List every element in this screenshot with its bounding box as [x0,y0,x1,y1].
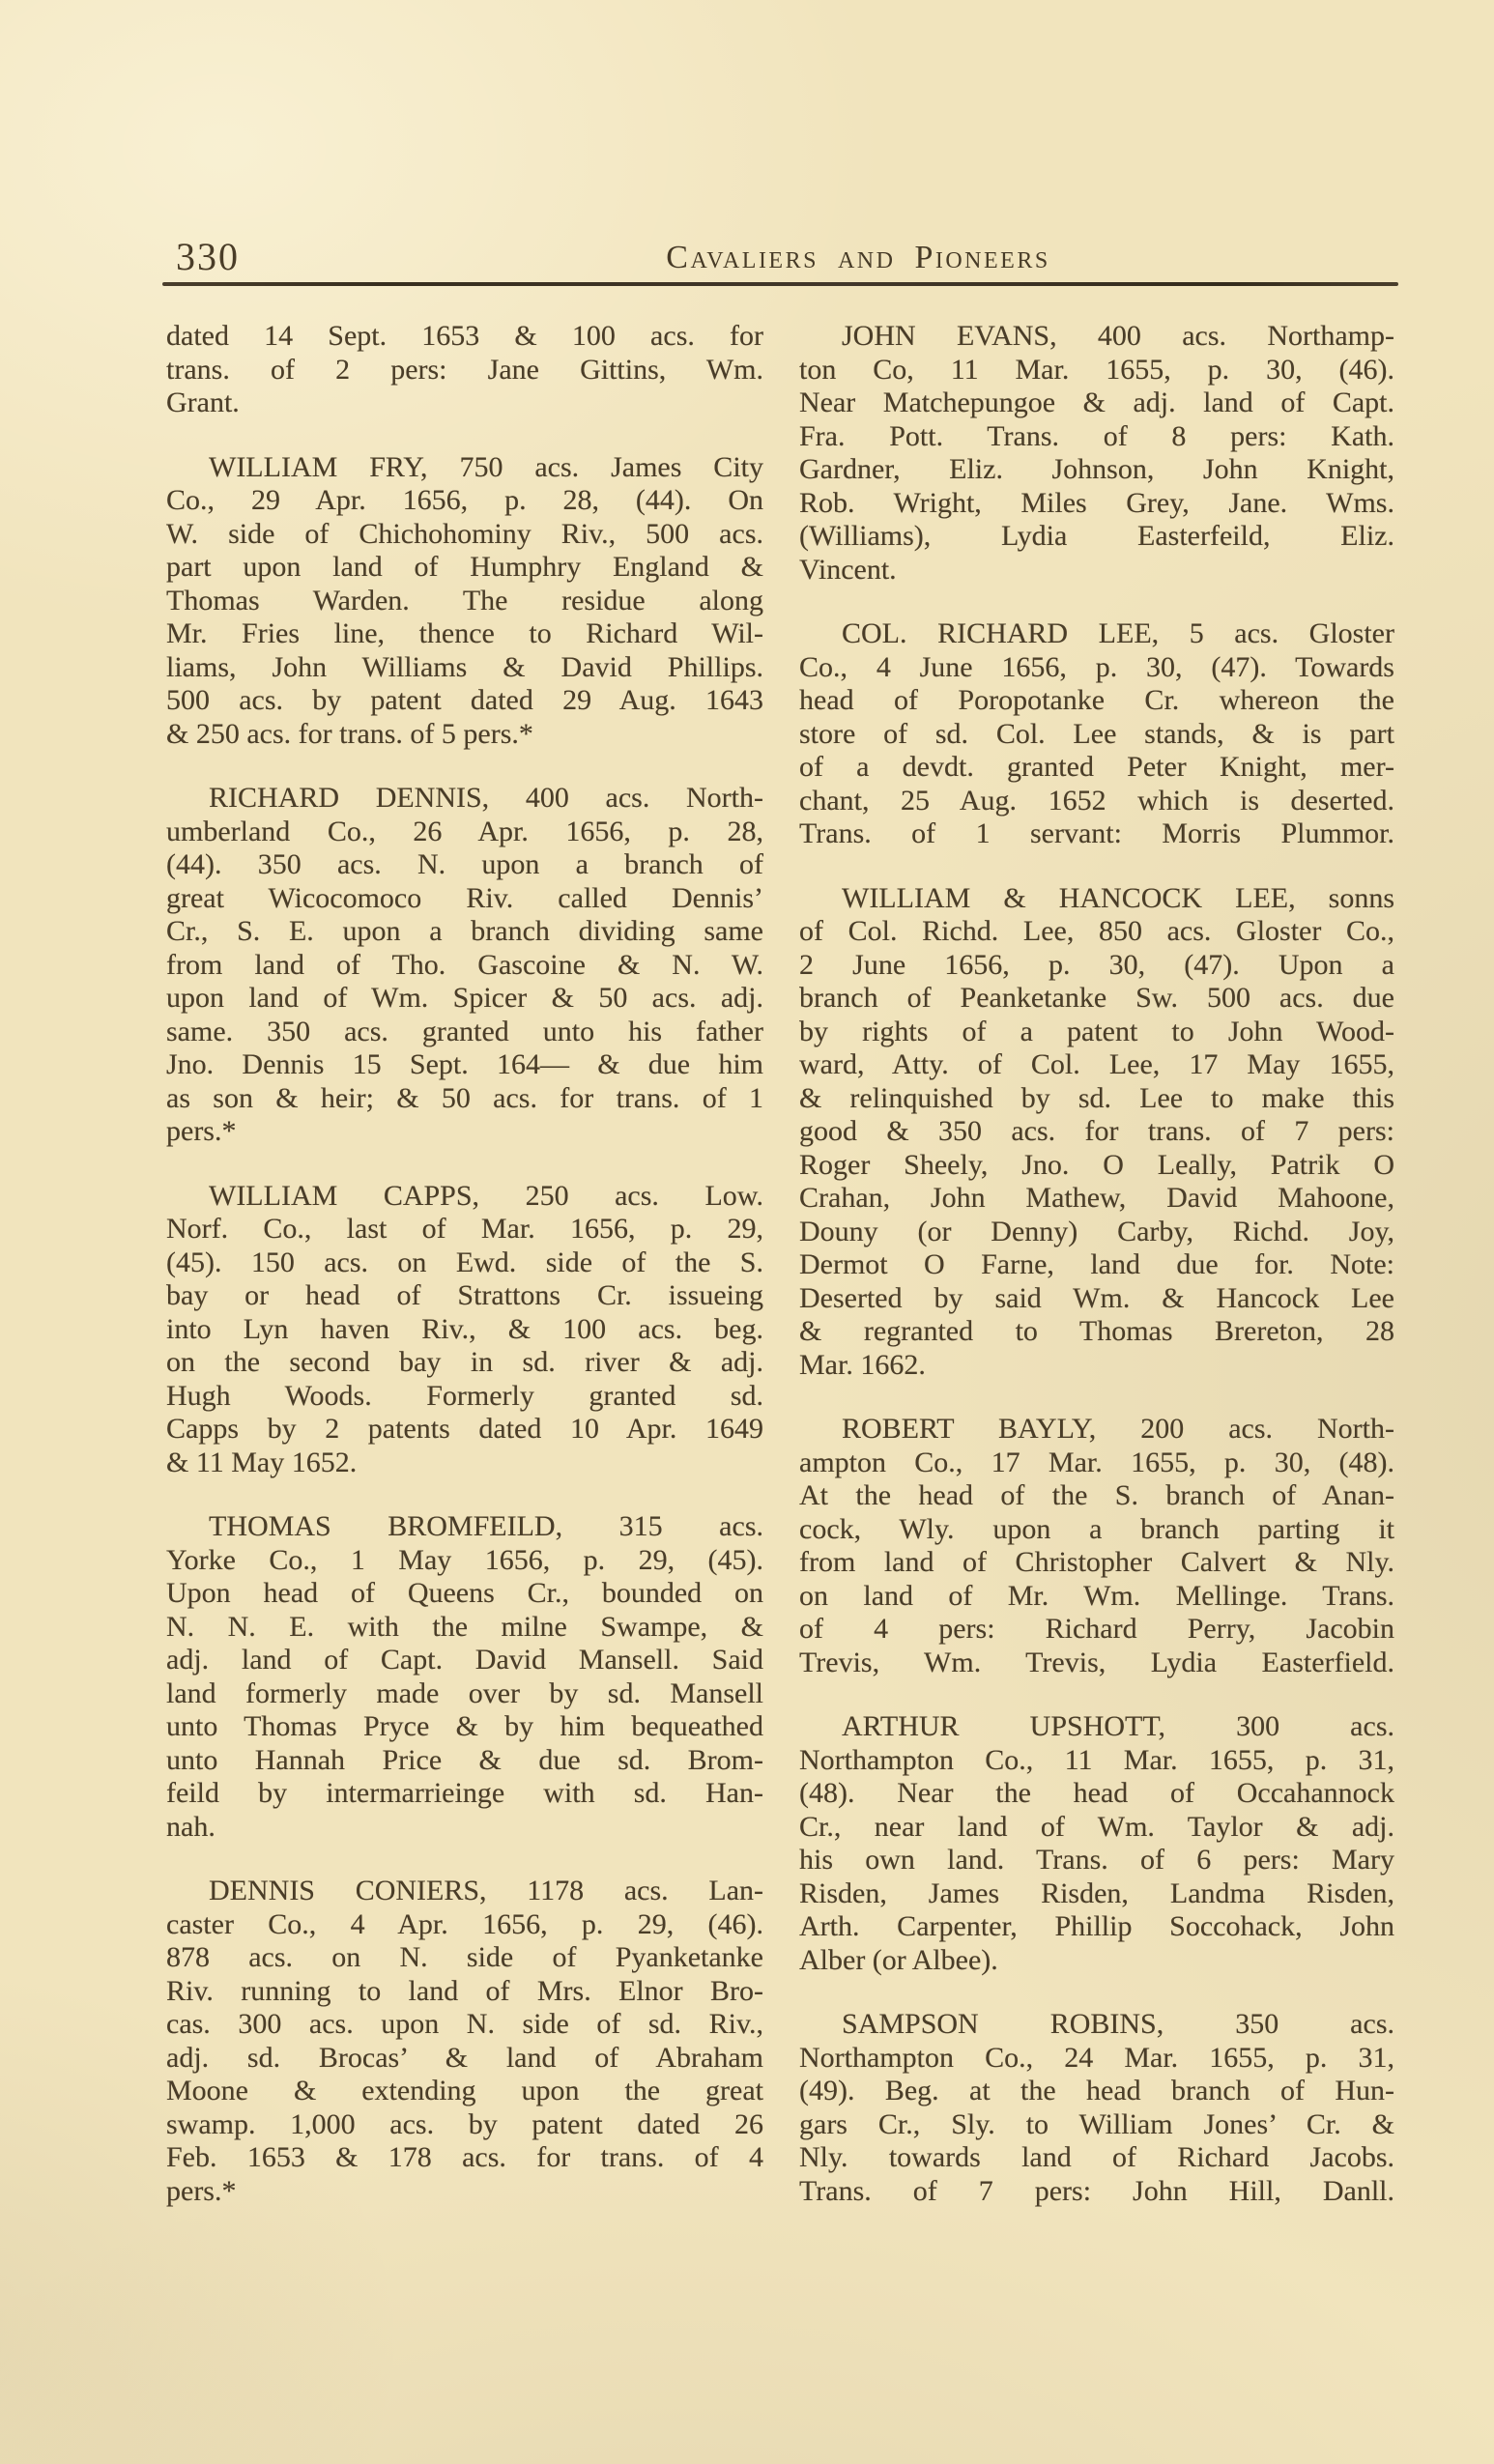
text-line: dated 14 Sept. 1653 & 100 acs. for [166,320,763,352]
text-line: Cr., S. E. upon a branch dividing same [166,915,763,947]
entry-richard-dennis [166,782,763,1149]
text-line: of Col. Richd. Lee, 850 acs. Gloster Co., [799,915,1394,947]
text-line: (45). 150 acs. on Ewd. side of the S. [166,1246,763,1278]
text-line: Near Matchepungoe & adj. land of Capt. [799,387,1394,418]
text-line: Rob. Wright, Miles Grey, Jane. Wms. [799,486,1394,519]
text-line: At the head of the S. branch of Anan- [799,1479,1394,1511]
text-line: great Wicocomoco Riv. called Dennis’ [166,881,763,914]
text-line: trans. of 2 pers: Jane Gittins, Wm. [166,353,763,386]
text-line: Thomas Warden. The residue along [166,584,763,616]
text-line: adj. sd. Brocas’ & land of Abraham [166,2041,763,2074]
text-line: gars Cr., Sly. to William Jones’ Cr. & [799,2107,1394,2140]
text-line: COL. RICHARD LEE, 5 acs. Gloster [842,617,1394,649]
text-line: Alber (or Albee). [799,1943,998,1976]
text-line: Arth. Carpenter, Phillip Soccohack, John [799,1910,1394,1942]
text-line: Roger Sheely, Jno. O Leally, Patrik O [799,1148,1394,1181]
text-line: Feb. 1653 & 178 acs. for trans. of 4 [166,2141,763,2173]
text-line: branch of Peanketanke Sw. 500 acs. due [799,982,1394,1014]
entry-robert-bayly [799,1413,1394,1679]
text-line: swamp. 1,000 acs. by patent dated 26 [166,2107,763,2140]
text-line: Dermot O Farne, land due for. Note: [799,1248,1394,1280]
text-line: N. N. E. with the milne Swampe, & [166,1610,763,1643]
text-line: Northampton Co., 24 Mar. 1655, p. 31, [799,2041,1394,2074]
text-line: SAMPSON ROBINS, 350 acs. [842,2008,1394,2040]
text-line: Deserted by said Wm. & Hancock Lee [799,1281,1394,1314]
text-line: land formerly made over by sd. Mansell [166,1676,763,1709]
text-columns [166,320,1394,2208]
text-line: Co., 4 June 1656, p. 30, (47). Towards [799,650,1394,683]
text-line: (Williams), Lydia Easterfeild, Eliz. [799,520,1394,552]
text-line: THOMAS BROMFEILD, 315 acs. [209,1510,763,1542]
text-line: Risden, James Risden, Landma Risden, [799,1877,1394,1909]
text-line: umberland Co., 26 Apr. 1656, p. 28, [166,815,763,847]
text-line: Grant. [166,387,240,418]
text-line: adj. land of Capt. David Mansell. Said [166,1644,763,1676]
text-line: cock, Wly. upon a branch parting it [799,1512,1394,1545]
text-line: Moone & extending upon the great [166,2075,763,2106]
text-line: 878 acs. on N. side of Pyanketanke [166,1941,763,1973]
text-line: feild by intermarrieinge with sd. Han- [166,1777,763,1809]
text-line: Trans. of 7 pers: John Hill, Danll. [799,2174,1394,2207]
text-line: & relinquished by sd. Lee to make this [799,1081,1394,1114]
text-line: liams, John Williams & David Phillips. [166,650,763,683]
text-line: Douny (or Denny) Carby, Richd. Joy, [799,1215,1394,1247]
text-line: Jno. Dennis 15 Sept. 164— & due him [166,1048,763,1080]
entry-william-and-hancock-lee [799,882,1394,1383]
text-line: Trans. of 1 servant: Morris Plummor. [799,817,1394,849]
entry-sampson-robins [799,2008,1394,2208]
text-line: nah. [166,1810,215,1843]
text-line: & regranted to Thomas Brereton, 28 [799,1315,1394,1347]
text-line: part upon land of Humphry England & [166,551,763,583]
text-line: chant, 25 Aug. 1652 which is deserted. [799,784,1394,817]
entry-william-fry [166,451,763,752]
text-line: of a devdt. granted Peter Knight, mer- [799,751,1394,783]
text-line: store of sd. Col. Lee stands, & is part [799,717,1394,750]
text-line: JOHN EVANS, 400 acs. Northamp- [842,320,1394,352]
text-line: & 250 acs. for trans. of 5 pers.* [166,717,533,750]
text-line: 2 June 1656, p. 30, (47). Upon a [799,948,1394,981]
text-line: Mar. 1662. [799,1348,926,1381]
right-column [799,320,1394,2208]
entry-thomas-bromfeild [166,1510,763,1844]
text-line: ton Co, 11 Mar. 1655, p. 30, (46). [799,353,1394,386]
text-line: Mr. Fries line, thence to Richard Wil- [166,617,763,649]
text-line: Upon head of Queens Cr., bounded on [166,1577,763,1609]
text-line: Hugh Woods. Formerly granted sd. [166,1379,763,1412]
text-line: (44). 350 acs. N. upon a branch of [166,848,763,880]
text-line: of 4 pers: Richard Perry, Jacobin [799,1613,1394,1645]
text-line: (49). Beg. at the head branch of Hun- [799,2075,1394,2106]
text-line: Trevis, Wm. Trevis, Lydia Easterfield. [799,1646,1394,1678]
page-number: 330 [176,235,240,278]
text-line: unto Hannah Price & due sd. Brom- [166,1743,763,1776]
text-line: into Lyn haven Riv., & 100 acs. beg. [166,1312,763,1345]
text-line: WILLIAM FRY, 750 acs. James City [209,450,763,483]
text-line: Cr., near land of Wm. Taylor & adj. [799,1810,1394,1843]
text-line: Capps by 2 patents dated 10 Apr. 1649 [166,1413,763,1445]
text-line: Fra. Pott. Trans. of 8 pers: Kath. [799,419,1394,452]
continuation-paragraph [166,320,763,420]
text-line: Co., 29 Apr. 1656, p. 28, (44). On [166,484,763,516]
text-line: ARTHUR UPSHOTT, 300 acs. [842,1710,1394,1742]
text-line: as son & heir; & 50 acs. for trans. of 1 [166,1081,763,1114]
text-line: Vincent. [799,553,897,586]
text-line: & 11 May 1652. [166,1446,358,1478]
text-line: Riv. running to land of Mrs. Elnor Bro- [166,1974,763,2007]
text-line: ampton Co., 17 Mar. 1655, p. 30, (48). [799,1446,1394,1478]
entry-col-richard-lee [799,617,1394,851]
entry-arthur-upshott [799,1710,1394,1977]
text-line: WILLIAM CAPPS, 250 acs. Low. [209,1179,763,1212]
text-line: pers.* [166,1115,237,1147]
text-line: WILLIAM & HANCOCK LEE, sonns [842,881,1394,914]
text-line: his own land. Trans. of 6 pers: Mary [799,1844,1394,1876]
left-column [166,320,763,2208]
text-line: RICHARD DENNIS, 400 acs. North- [209,782,763,814]
text-line: on land of Mr. Wm. Mellinge. Trans. [799,1579,1394,1612]
text-line: on the second bay in sd. river & adj. [166,1346,763,1378]
text-line: bay or head of Strattons Cr. issueing [166,1279,763,1311]
text-line: Norf. Co., last of Mar. 1656, p. 29, [166,1213,763,1245]
text-line: Northampton Co., 11 Mar. 1655, p. 31, [799,1743,1394,1776]
text-line: DENNIS CONIERS, 1178 acs. Lan- [209,1875,763,1906]
text-line: upon land of Wm. Spicer & 50 acs. adj. [166,982,763,1014]
text-line: Yorke Co., 1 May 1656, p. 29, (45). [166,1543,763,1576]
header-rule [162,282,1398,286]
text-line: Nly. towards land of Richard Jacobs. [799,2141,1394,2173]
text-line: unto Thomas Pryce & by him bequeathed [166,1710,763,1742]
text-line: 500 acs. by patent dated 29 Aug. 1643 [166,684,763,716]
text-line: by rights of a patent to John Wood- [799,1015,1394,1047]
text-line: ward, Atty. of Col. Lee, 17 May 1655, [799,1048,1394,1080]
text-line: Gardner, Eliz. Johnson, John Knight, [799,453,1394,485]
text-line: caster Co., 4 Apr. 1656, p. 29, (46). [166,1907,763,1940]
text-line: pers.* [166,2174,237,2207]
running-title: Cavaliers and Pioneers [666,240,1050,275]
text-line: from land of Tho. Gascoine & N. W. [166,948,763,981]
text-line: good & 350 acs. for trans. of 7 pers: [799,1115,1394,1147]
entry-william-capps [166,1180,763,1480]
text-line: W. side of Chichohominy Riv., 500 acs. [166,517,763,550]
text-line: (48). Near the head of Occahannock [799,1777,1394,1809]
text-line: head of Poropotanke Cr. whereon the [799,684,1394,716]
entry-dennis-coniers [166,1875,763,2208]
entry-john-evans [799,320,1394,587]
text-line: same. 350 acs. granted unto his father [166,1015,763,1047]
text-line: Crahan, John Mathew, David Mahoone, [799,1182,1394,1214]
text-line: cas. 300 acs. upon N. side of sd. Riv., [166,2008,763,2040]
text-line: from land of Christopher Calvert & Nly. [799,1546,1394,1578]
text-line: ROBERT BAYLY, 200 acs. North- [842,1413,1394,1445]
